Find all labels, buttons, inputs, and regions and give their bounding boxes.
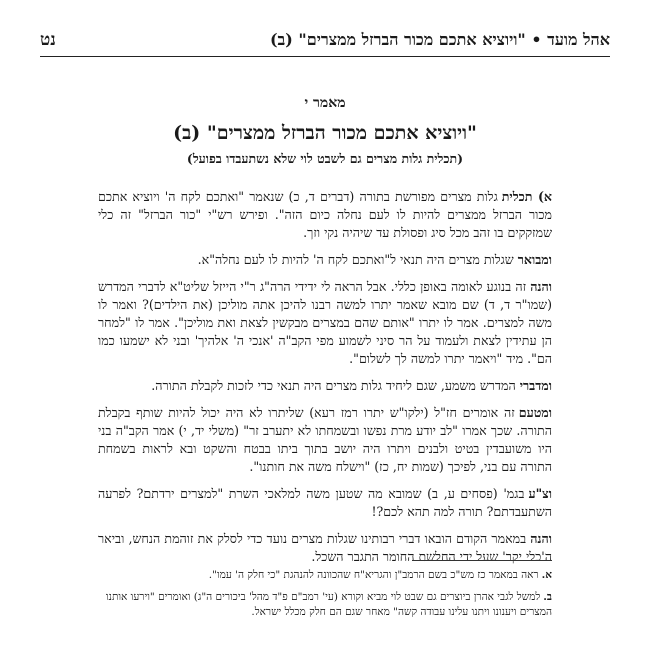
footnote-text: ראה במאמר כז מש"כ בשם הרמב"ן והגריא"ח שהכוונה להנהגת "כי חלק ה' עמו". (208, 569, 539, 581)
paragraph-1 (98, 188, 552, 242)
running-header (40, 30, 610, 57)
paragraph-text: במאמר הקודם הובאו דברי רבותינו שגלות מצרים נועד כדי לסלק את זוהמת הנחש, וביאר ה'כלי יקר' שעל ידי החלשת החומר התגבר השכל. (98, 531, 552, 564)
paragraph-lead: ומבואר (517, 252, 552, 267)
footnote-text: למשל לגבי אהרן ביוצרים גם שבט לוי מביא וקורא (עי' רמב"ם פ"ד מהל' ביכורים ה"ג) ואומרים "וירעו אותנו המצרים ויענונו ויתנו עלינו עבודה קשה" מאחר שגם הם חלק מכלל ישראל. (105, 591, 552, 618)
footnotes (98, 568, 552, 627)
paragraph-lead: ומטעם (518, 405, 552, 420)
paragraph-text: זה בנוגע לאומה באופן כללי. אבל הראה לי ידידי הרה"ג ר"י הייזל שליט"א לדברי המדרש (שמו"ר ד, ד) שם מובא שאמר יתרו למשה רבנו להיכן אתה מוליכן (את הילדים)? ואמר לו משה למצרים. אמר לו יתרו "אותם שהם במצרים מבקשין לצאת ואת מוליכן". אמר לו "למחר הן עתידין לצאת ולעמוד על הר סיני לשמוע מפי הקב"ה 'אנכי ה' אלהיך' ובני לא ישמעו כמו הם". מיד "ויאמר יתרו למשה לך לשלום". (98, 279, 552, 366)
paragraph-text: זה אומרים חז"ל (ילקו"ש יתרו רמז רעא) שליתרו לא היה יכול להיות שותף בקבלת התורה. שכך אמרו "לב יודע מרת נפשו ובשמחתו לא יתערב זר" (משלי יד, י) אמר הקב"ה בני היו משועבדין בטיט ולבנים ויתרו היה יושב בתוך ביתו בבטח והשקט ובא לראות בשמחת התורה עם בני, לפיכך (שמות יח, כז) "וישלח משה את חותנו". (98, 405, 552, 474)
paragraph-lead: וצ"ע (528, 486, 552, 501)
paragraph-text: המדרש משמע, שגם ליחיד גלות מצרים היה תנאי כדי לזכות לקבלת התורה. (151, 378, 516, 393)
paragraph-text: גלות מצרים מפורשת בתורה (דברים ד, כ) שנאמר "ואתכם לקח ה' ויוציא אתכם מכור הברזל ממצרים להיות לו לעם נחלה כיום הזה". ופירש רש"י "כור הברזל" זה כלי שמזקקים בו זהב מכל סיג ופסולת עד שיהיה נקי וזך. (98, 189, 552, 240)
paragraph-text: שגלות מצרים היה תנאי ל"ואתכם לקח ה' להיות לו לעם נחלה"א. (197, 252, 514, 267)
chapter-title: "ויוציא אתכם מכור הברזל ממצרים" (ב) (173, 122, 477, 144)
footnote-marker: א. (541, 569, 552, 581)
chapter-label: מאמר י (304, 95, 346, 111)
running-title: אהל מועד • "ויוציא אתכם מכור הברזל ממצרים" (ב) (269, 30, 610, 49)
paragraph-lead: והנה (530, 531, 552, 546)
footnote-2 (98, 590, 552, 620)
paragraph-lead: ומדברי (519, 378, 552, 393)
paragraph-lead: א) תכלית (501, 189, 553, 204)
paragraph-lead: והנה (530, 279, 552, 294)
chapter-heading (60, 95, 590, 167)
chapter-subtitle: (תכלית גלות מצרים גם לשבט לוי שלא נשתעבדו בפועל) (186, 151, 464, 166)
paragraph-3 (98, 278, 552, 368)
page-number: נט (40, 30, 56, 50)
body-text (98, 188, 552, 575)
paragraph-5 (98, 404, 552, 476)
footnote-divider (412, 560, 552, 561)
footnote-1 (98, 568, 552, 583)
paragraph-2 (98, 251, 552, 269)
paragraph-text: בגמ' (פסחים ע, ב) שמובא מה שטען משה למלאכי השרת "למצרים ירדתם? לפרעה השתעבדתם? תורה למה תהא לכם?! (98, 486, 552, 519)
paragraph-6 (98, 485, 552, 521)
paragraph-4 (98, 377, 552, 395)
footnote-marker: ב. (543, 591, 552, 603)
